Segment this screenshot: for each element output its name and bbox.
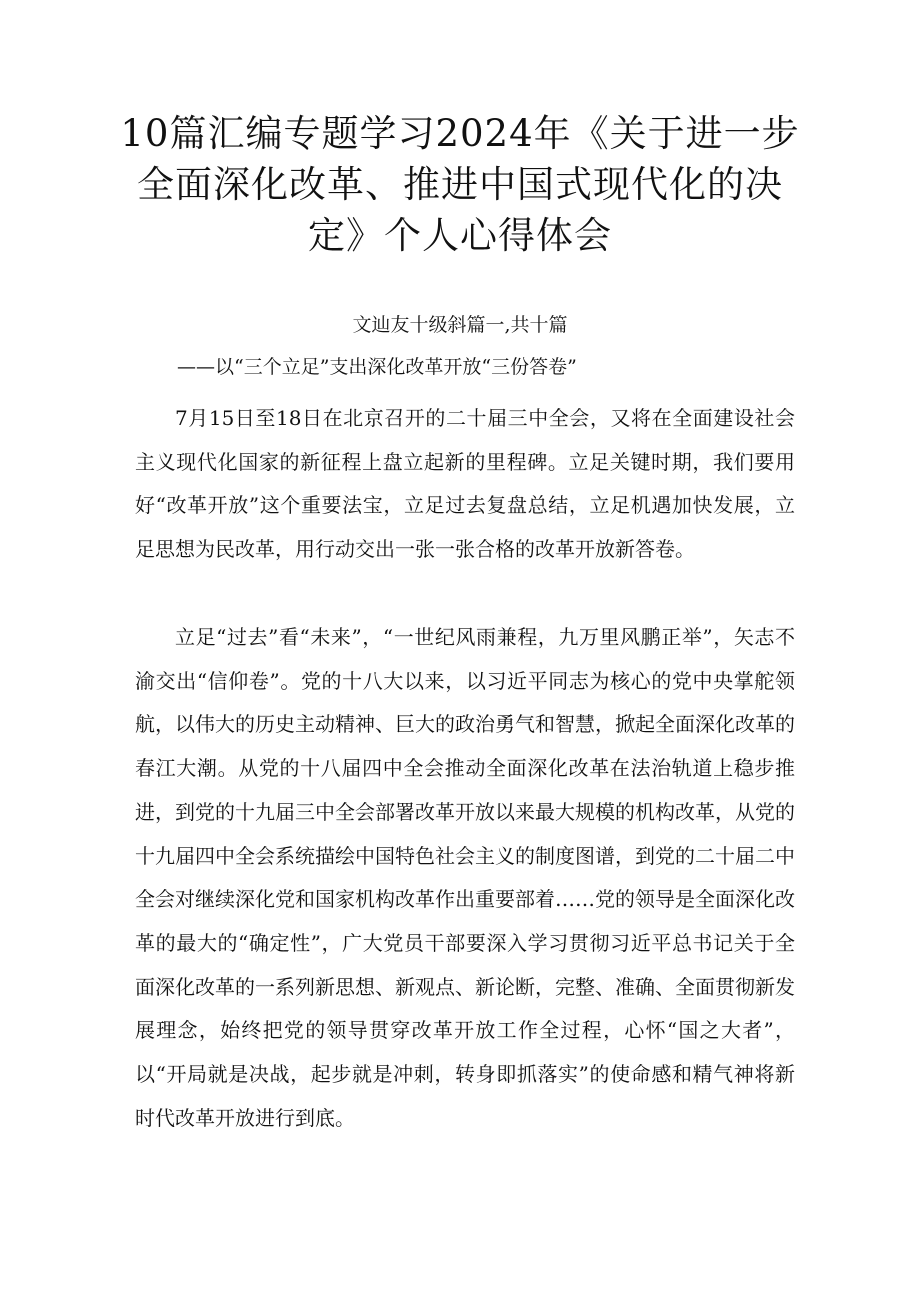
document-subtitle: 文辿友十级斜篇一,共十篇: [352, 314, 568, 336]
body-paragraph: 7月15日至18日在北京召开的二十届三中全会，又将在全面建设社会主义现代化国家的新征程上盘立起新的里程碑。立足关键时期，我们要用好“改革开放”这个重要法宝，立足过去复盘总结，立足机遇加快发展，立足思想为民改革，用行动交出一张一张合格的改革开放新答卷。: [135, 406, 795, 562]
document-title: 10篇汇编专题学习2024年《关于进一步全面深化改革、推进中国式现代化的决定》个人心得体会: [120, 112, 800, 257]
section-subheading: ——以“三个立足”支出深化改革开放“三份答卷”: [177, 356, 577, 378]
body-paragraph: 立足“过去”看“未来”，“一世纪风雨兼程，九万里风鹏正举”，矢志不渝交出“信仰卷”。党的十八大以来，以习近平同志为核心的党中央掌舵领航，以伟大的历史主动精神、巨大的政治勇气和智慧，掀起全面深化改革的春江大潮。从党的十八届四中全会推动全面深化改革在法治轨道上稳步推进，到党的十九届三中全会部署改革开放以来最大规模的机构改革，从党的十九届四中全会系统描绘中国特色社会主义的制度图谱，到党的二十届二中全会对继续深化党和国家机构改革作出重要部着……党的领导是全面深化改革的最大的“确定性”，广大党员干部要深入学习贯彻习近平总书记关于全面深化改革的一系列新思想、新观点、新论断，完整、准确、全面贯彻新发展理念，始终把党的领导贯穿改革开放工作全过程，心怀“国之大者”，以“开局就是决战，起步就是冲刺，转身即抓落实”的使命感和精气神将新时代改革开放进行到底。: [135, 625, 795, 1130]
